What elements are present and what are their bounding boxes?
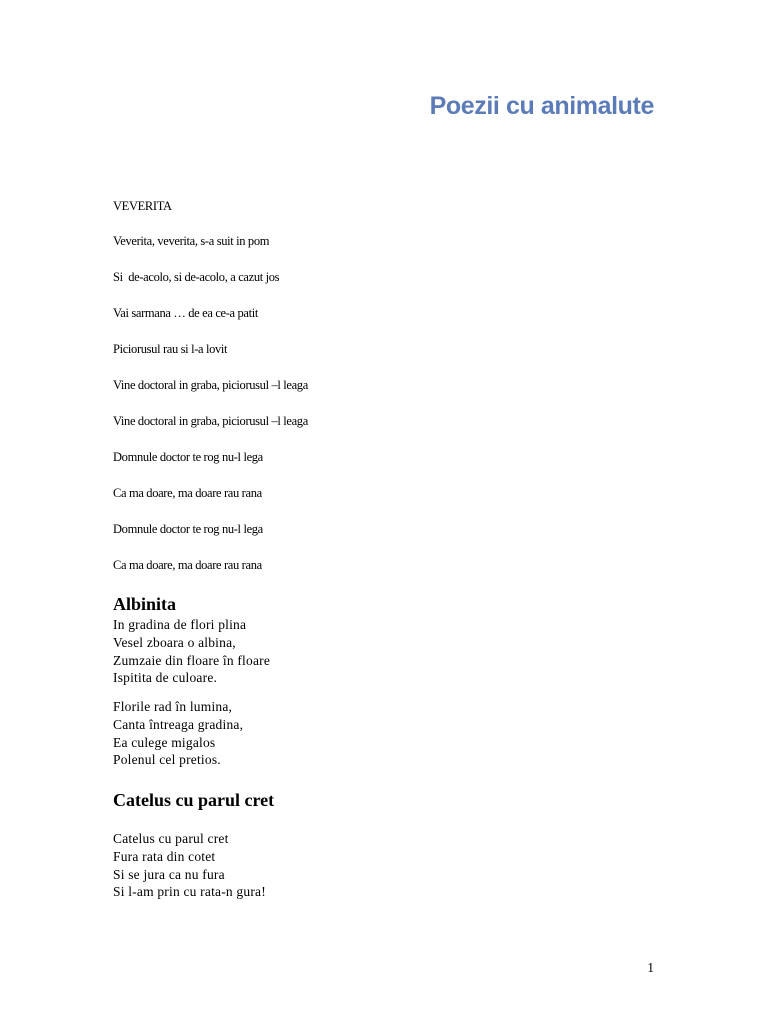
- poem-line: Catelus cu parul cret: [113, 831, 229, 846]
- poem-line: Ca ma doare, ma doare rau rana: [113, 486, 262, 500]
- poem-line: Ea culege migalos: [113, 734, 216, 750]
- poem-line: Veverita, veverita, s-a suit in pom: [113, 234, 270, 248]
- poem-line: Vai sarmana … de ea ce-a patit: [113, 306, 258, 320]
- poem-line: Vine doctoral in graba, piciorusul –l leaga: [113, 378, 308, 392]
- poem-albinita-heading: Albinita: [113, 594, 177, 614]
- page-title: Poezii cu animalute: [429, 92, 654, 120]
- poem-line: Si de-acolo, si de-acolo, a cazut jos: [113, 270, 280, 284]
- poem-albinita-stanza-1: [113, 616, 270, 687]
- poem-line: Florile rad în lumina,: [113, 699, 233, 714]
- poem-line: Domnule doctor te rog nu-l lega: [113, 450, 263, 464]
- poem-line: Zumzaie din floare în floare: [113, 652, 271, 668]
- poem-line: Polenul cel pretios.: [113, 752, 221, 768]
- poem-line: Domnule doctor te rog nu-l lega: [113, 522, 263, 536]
- poem-veverita-heading: VEVERITA: [113, 199, 172, 213]
- page-number: 1: [647, 960, 654, 975]
- poem-catelus-heading: Catelus cu parul cret: [113, 790, 275, 810]
- poem-line: Ispitita de culoare.: [113, 670, 218, 686]
- poem-line: Canta întreaga gradina,: [113, 716, 244, 732]
- poem-veverita: [113, 197, 308, 592]
- poem-line: Si l-am prin cu rata-n gura!: [113, 884, 266, 900]
- poem-line: Fura rata din cotet: [113, 848, 216, 864]
- poem-line: Ca ma doare, ma doare rau rana: [113, 558, 262, 572]
- poem-line: Vine doctoral in graba, piciorusul –l leaga: [113, 414, 308, 428]
- poem-line: Piciorusul rau si l-a lovit: [113, 342, 228, 356]
- poem-line: Vesel zboara o albina,: [113, 634, 236, 650]
- poem-line: In gradina de flori plina: [113, 617, 247, 632]
- poem-line: Si se jura ca nu fura: [113, 866, 225, 882]
- poem-albinita-stanza-2: [113, 698, 243, 769]
- poem-catelus-stanza: [113, 830, 266, 901]
